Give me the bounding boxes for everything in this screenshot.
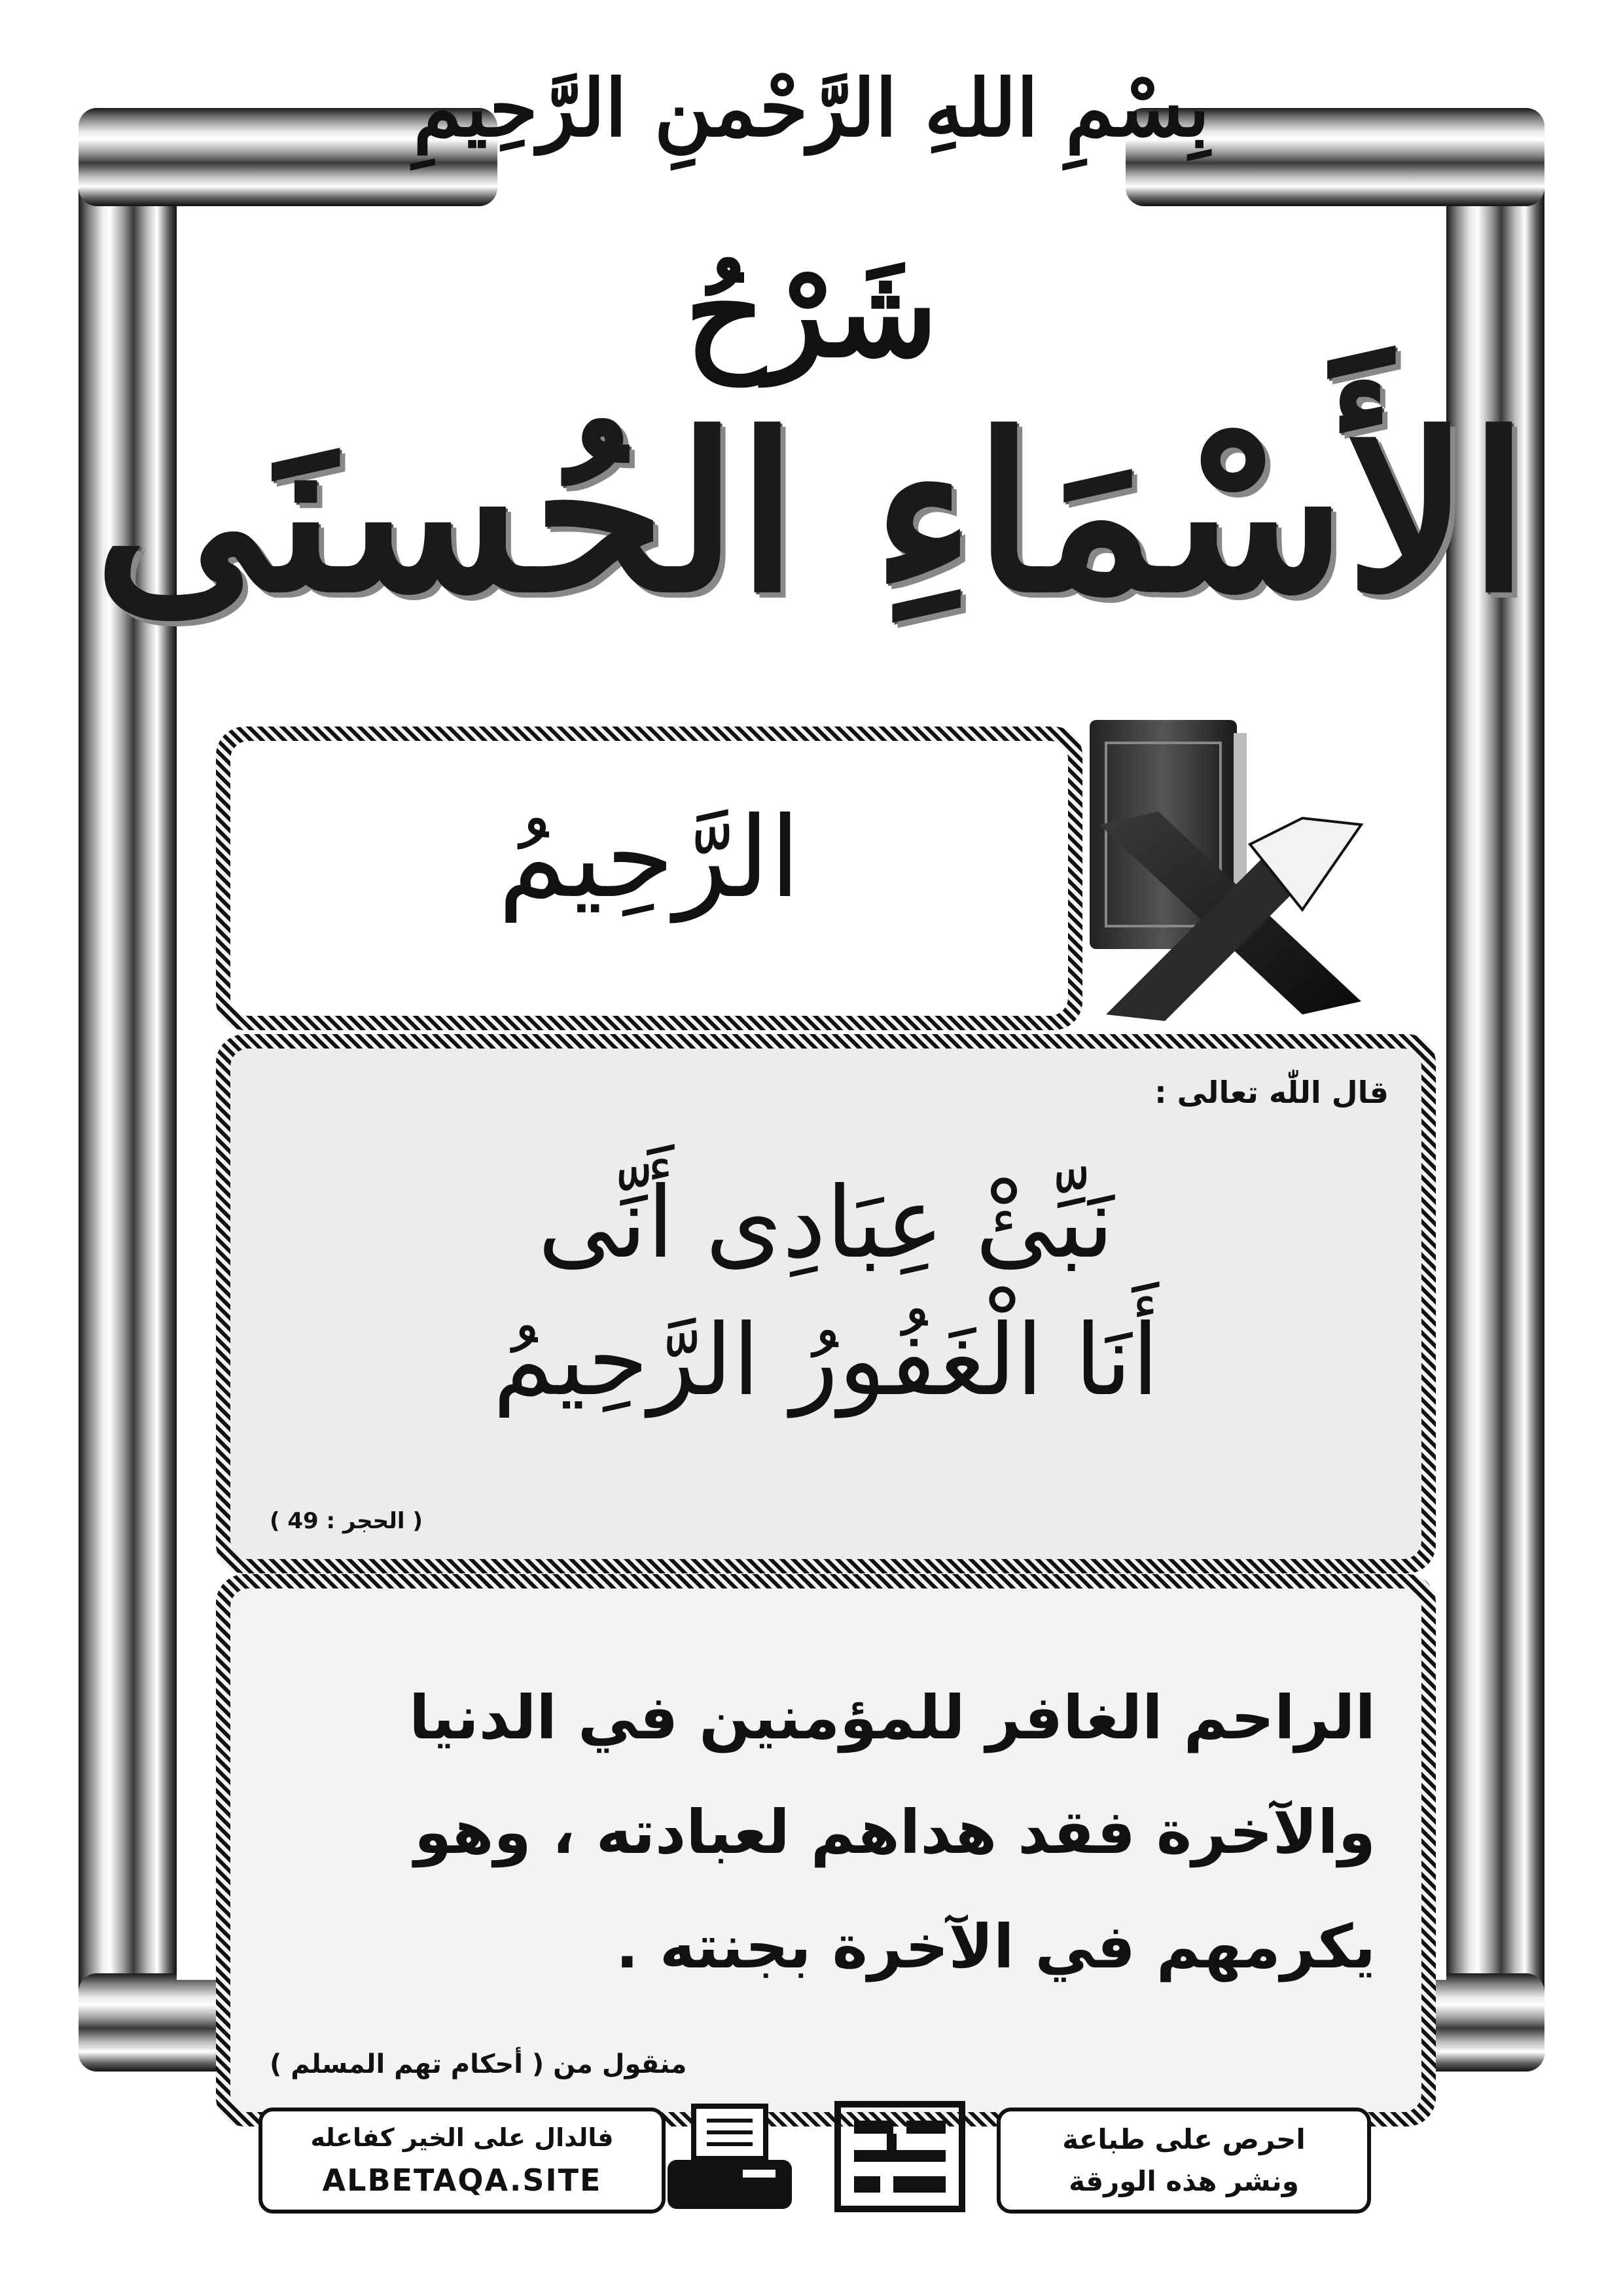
verse-intro: قال اللّٰه تعالى : xyxy=(1154,1075,1389,1110)
footer-site[interactable]: ALBETAQA.SITE xyxy=(322,2162,602,2198)
footer-print-line-2: ونشر هذه الورقة xyxy=(1069,2165,1299,2197)
name-box xyxy=(216,726,1082,1030)
description-text: الراحم الغافر للمؤمنين في الدنيا والآخرة فقد هداهم لعبادته ، وهو يكرمهم في الآخرة بجنته . xyxy=(409,1683,1376,1982)
verse-line-2: أَنَا الْغَفُورُ الرَّحِيمُ xyxy=(493,1304,1159,1418)
quran-book-icon xyxy=(1086,713,1381,1021)
verse-line-1: نَبِّئْ عِبَادِى أَنِّى xyxy=(537,1166,1115,1280)
footer-site-box xyxy=(259,2108,666,2214)
verse-reference: ( الحجر : 49 ) xyxy=(270,1508,423,1534)
bismillah: بِسْمِ اللهِ الرَّحْمنِ الرَّحِيمِ xyxy=(413,62,1210,154)
main-title: الأَسْمَاءِ الحُسنَى xyxy=(94,386,1529,640)
footer xyxy=(259,2108,1371,2215)
dawa-logo-icon xyxy=(834,2101,965,2212)
sharh-title: شَرْحُ xyxy=(685,239,938,385)
footer-print-box xyxy=(997,2108,1371,2214)
printer-icon xyxy=(664,2101,795,2212)
verse-box xyxy=(216,1034,1436,1573)
footer-print-line-1: احرص على طباعة xyxy=(1062,2123,1306,2155)
divine-name: الرَّحِيمُ xyxy=(497,793,801,923)
footer-motto: فالدال على الخير كفاعله xyxy=(310,2123,614,2152)
source-note: منقول من ( أحكام تهم المسلم ) xyxy=(270,2049,687,2079)
description-box xyxy=(216,1574,1436,2126)
